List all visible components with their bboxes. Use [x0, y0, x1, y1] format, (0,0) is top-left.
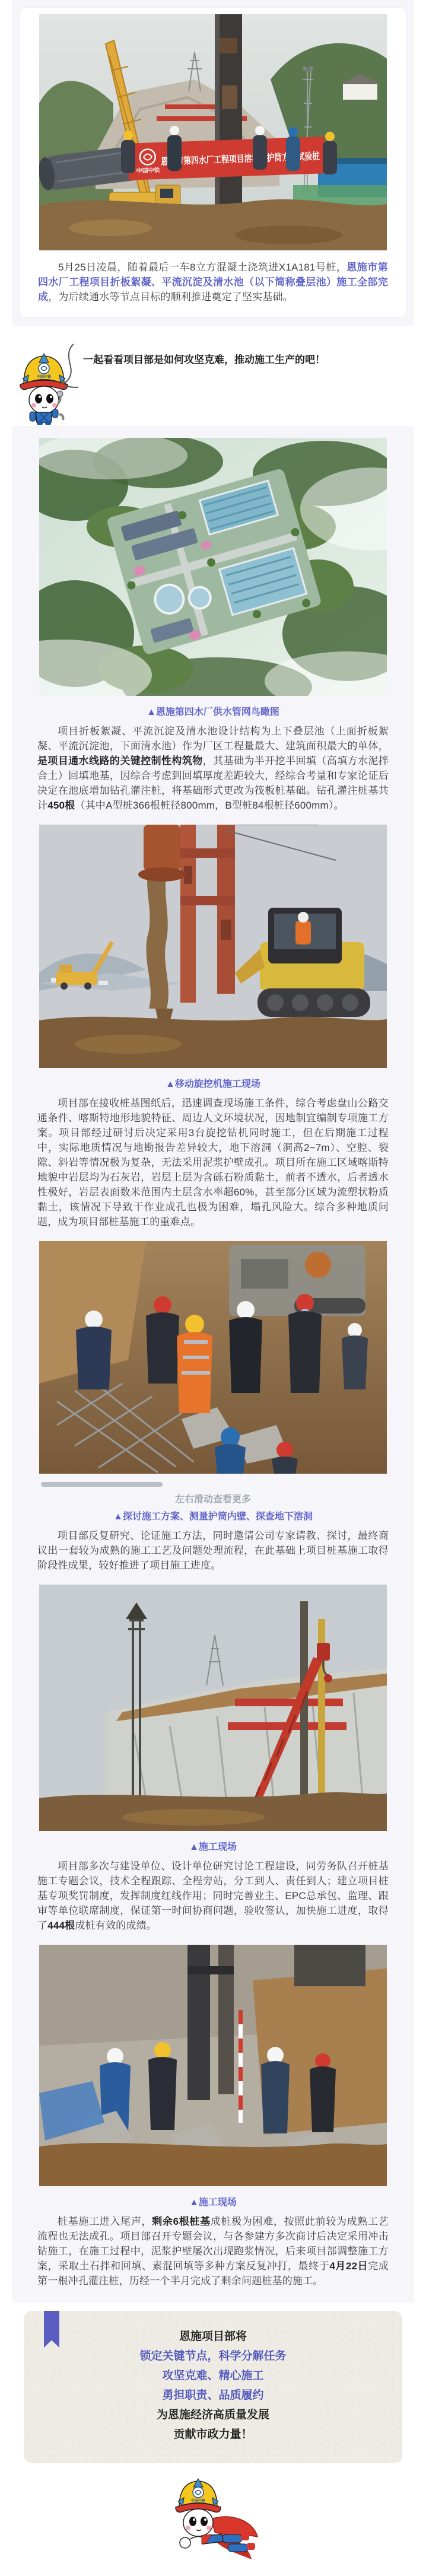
p5-bold-1: 444根 — [47, 1920, 75, 1931]
quote-line-5: 为恩施经济高质量发展 — [156, 2409, 269, 2421]
quote-card — [24, 2311, 402, 2463]
site-illustration-1 — [39, 1585, 387, 1831]
drill-rig-illustration — [39, 825, 387, 1068]
p5-normal-1: 项目部多次与建设单位、设计单位研究讨论工程建设，同劳务队召开桩基施工专题会议，技术全程跟踪、全程旁站，分工到人、责任到人；建立项目桩基专项奖罚制度，发挥制度红线作用；同时完善业主、EPC总承包、监理、跟审等单位联席制度，保证第一时间协商问题，验收签认，加快施工进度，取得了 — [37, 1861, 389, 1931]
p2-normal-1: 项目折板絮凝、平流沉淀及清水池设计结构为上下叠层池（上面折板絮凝、平流沉淀池，下面清水池）作为厂区工程量最大、建筑面积最大的单体， — [37, 726, 389, 752]
intro-post: ，为后续通水等节点目标的顺利推进奠定了坚实基础。 — [48, 291, 294, 303]
drill-rig-photo[interactable] — [39, 825, 387, 1068]
mascot-section — [0, 326, 426, 426]
p2-normal-2: ，其基础为半开挖半回填（高填方水泥拌合土）回填地基，因综合考虑到回填厚度差距较大，经综合考量和专家论证后决定在池底增加钻孔灌注桩，将基础形式更改为筏板桩基础。钻孔灌注桩基共计 — [37, 755, 389, 811]
gallery-scrollbar[interactable] — [41, 1482, 163, 1487]
p6-bold-2: 4月22日 — [329, 2260, 368, 2272]
gallery-swipe-hint: 左右滑动查看更多 — [174, 1494, 251, 1505]
quote-line-1: 恩施项目部将 — [179, 2330, 247, 2343]
birdview-illustration — [39, 438, 387, 696]
gallery-photo[interactable] — [39, 1241, 387, 1474]
method-paragraph: 项目部反复研究、论证施工方法，同时邀请公司专家请教、探讨，最终商议出一套较为成熟的施工工艺及问题处理流程，在此基础上项目桩基施工取得阶段性成果，较好推进了项目施工进度。 — [37, 1530, 389, 1571]
cover-photo-illustration — [39, 14, 387, 250]
quote-line-2: 锁定关键节点，科学分解任务 — [139, 2350, 287, 2362]
mascot-flying-icon — [157, 2478, 269, 2571]
cover-photo[interactable] — [39, 14, 387, 250]
birdview-rendering-photo[interactable] — [39, 438, 387, 696]
p6-normal-2: 成桩极为困难，按照此前较为成熟工艺流程也无法成孔。项目部召开专题会议，与各参建方多次商讨后决定采用冲击钻施工，在施工过程中，泥浆护壁屡次出现跑浆情况，后来项目部调整施工方案，采取土石拌和回填、素混回填等多种方案反复冲打，最终于 — [37, 2216, 389, 2272]
site-photo-1[interactable] — [39, 1585, 387, 1831]
quote-line-4: 勇担职责、品质履约 — [162, 2389, 264, 2402]
caption-site-1: ▲施工现场 — [189, 1842, 237, 1852]
intro-highlight: 恩施市第四水厂工程项目折板絮凝、平流沉淀及清水池（以下简称叠层池）施工全部完成 — [38, 262, 388, 303]
hero-section — [12, 0, 414, 326]
p2-normal-3: （其中A型桩366根桩径800mm，B型桩84根桩径600mm）。 — [75, 800, 344, 811]
geology-paragraph: 项目部在接收桩基图纸后，迅速调查现场施工条件，综合考虑盘山公路交通条件、喀斯特地形地貌特征、周边人文环境状况，因地制宜编制专项施工方案。项目部经过研讨后决定采用3台旋挖钻机同时施工，但在后期施工过程中，实际地质情况与地勘报告差异较大，地下溶洞（洞高2~7m）、空腔、裂隙、斜岩等情况极为复杂，无法采用泥浆护壁成孔。项目所在施工区域喀斯特地貌中岩层均为石灰岩，岩层上层为含砾石粉质黏土，前者不透水，后者透水性极好，岩层表面数米范围内土层含水率超60%，甚至部分区域为流塑状粉质黏土，该情况下导致干作业成孔也极为困难，塌孔风险大。综合多种地质问题，成为项目部桩基施工的重难点。 — [37, 1098, 389, 1227]
final-pile-photo[interactable] — [39, 1945, 387, 2186]
speech-bubble-text: 一起看看项目部是如何攻坚克难，推动施工生产的吧！ — [83, 354, 325, 365]
caption-birdview: ▲恩施第四水厂供水管网鸟瞰图 — [147, 707, 279, 717]
striped-pole — [239, 2010, 243, 2123]
speech-bubble-brace-icon — [59, 342, 78, 388]
p6-bold-1: 剩余6根桩基 — [152, 2216, 211, 2227]
final-paragraph — [37, 2214, 389, 2288]
banner-logo-text: 中国中铁 — [136, 167, 160, 175]
p6-normal-1: 桩基施工进入尾声， — [58, 2216, 152, 2227]
caption-rig: ▲移动旋挖机施工现场 — [166, 1079, 260, 1089]
mascot-helmet-text: 中国中铁 — [36, 376, 52, 379]
body-section — [12, 426, 414, 2303]
mascot-flying-helmet-text: 中国中铁 — [190, 2499, 206, 2503]
intro-pre: 5月25日凌晨，随着最后一车8立方混凝土浇筑进X1A181号桩， — [58, 262, 347, 273]
structure-paragraph — [37, 724, 389, 813]
p6-normal-3: 完成第一根冲孔灌注桩，历经一个半月完成了剩余问题桩基的施工。 — [37, 2260, 389, 2286]
speech-bubble — [59, 342, 325, 388]
intro-paragraph — [38, 260, 388, 304]
hero-card — [20, 7, 406, 318]
quote-line-6: 贡献市政力量！ — [173, 2428, 253, 2441]
p2-bold-2: 450根 — [47, 800, 75, 811]
caption-site-2: ▲施工现场 — [189, 2197, 237, 2208]
caption-discussion: ▲探讨施工方案、测量护筒内壁、探查地下溶洞 — [113, 1512, 313, 1522]
final-pile-illustration — [39, 1945, 387, 2186]
quote-line-3: 攻坚克难、精心施工 — [162, 2370, 264, 2382]
quote-section — [0, 2303, 426, 2576]
p5-normal-2: 成桩有效的成绩。 — [75, 1920, 157, 1931]
management-paragraph — [37, 1859, 389, 1933]
gallery-illustration — [39, 1241, 387, 1474]
p2-bold-1: 是项目通水线路的关键控制性构筑物 — [37, 755, 203, 767]
